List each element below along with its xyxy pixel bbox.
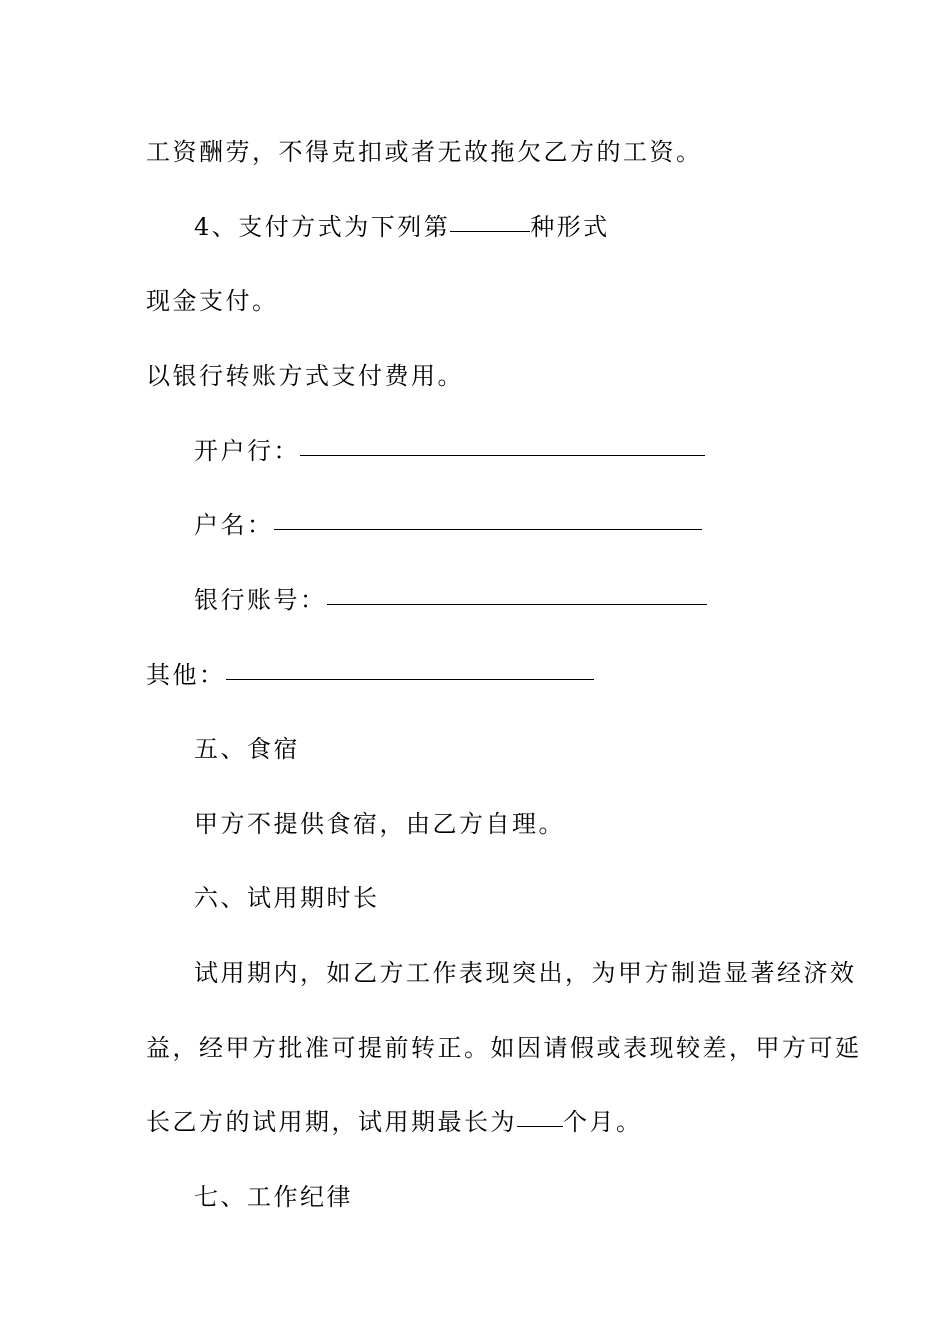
section-heading <box>194 734 300 764</box>
account-name-blank[interactable] <box>274 509 702 530</box>
account-number-blank[interactable] <box>327 584 707 605</box>
text: 长乙方的试用期，试用期最长为 <box>146 1108 517 1136</box>
section-heading <box>194 1182 353 1212</box>
label: 银行账号： <box>194 586 327 614</box>
account-name-line <box>194 510 702 540</box>
payment-method-blank[interactable] <box>450 211 530 232</box>
text: 七、工作纪律 <box>194 1183 353 1211</box>
label: 户名： <box>194 511 274 539</box>
label: 其他： <box>146 661 226 689</box>
probation-months-blank[interactable] <box>517 1106 563 1127</box>
text: 甲方不提供食宿，由乙方自理。 <box>194 810 565 838</box>
text: 现金支付。 <box>146 287 279 315</box>
bank-transfer-line <box>146 361 464 391</box>
section-heading <box>194 883 380 913</box>
text: 种形式 <box>530 213 610 241</box>
other-blank[interactable] <box>226 659 594 680</box>
text: 五、食宿 <box>194 735 300 763</box>
text: 4、支付方式为下列第 <box>194 213 451 241</box>
text: 以银行转账方式支付费用。 <box>146 362 464 390</box>
text: 六、试用期时长 <box>194 884 380 912</box>
probation-length-line <box>146 1107 643 1137</box>
bank-name-blank[interactable] <box>300 435 705 456</box>
payment-method-line <box>194 212 610 242</box>
other-line <box>146 660 594 690</box>
paragraph-line <box>146 137 703 167</box>
text: 个月。 <box>563 1108 643 1136</box>
text: 工资酬劳，不得克扣或者无故拖欠乙方的工资。 <box>146 138 703 166</box>
paragraph-line <box>194 809 565 839</box>
paragraph-line <box>146 1033 862 1063</box>
paragraph-line <box>194 958 857 988</box>
text: 试用期内，如乙方工作表现突出，为甲方制造显著经济效 <box>194 959 857 987</box>
label: 开户行： <box>194 437 300 465</box>
bank-name-line <box>194 436 705 466</box>
account-number-line <box>194 585 707 615</box>
cash-payment-line <box>146 286 279 316</box>
text: 益，经甲方批准可提前转正。如因请假或表现较差，甲方可延 <box>146 1034 862 1062</box>
